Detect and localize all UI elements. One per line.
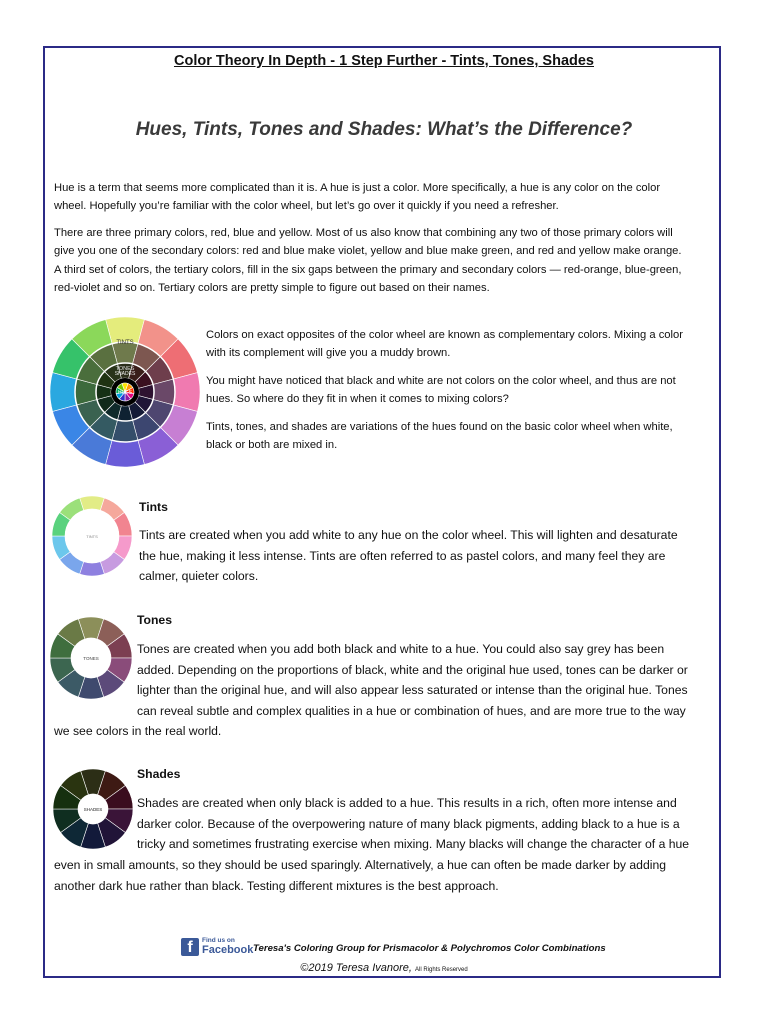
complementary-line: with its complement will give you a muddy brown. [206, 347, 451, 360]
document-title: Color Theory In Depth - 1 Step Further - Tints, Tones, Shades [173, 53, 594, 69]
tones-heading: Tones [137, 613, 172, 627]
tones-last-line: we see colors in the real world. [54, 724, 222, 738]
facebook-icon[interactable]: f [181, 938, 199, 956]
tints-line: Tints are created when you add white to any hue on the color wheel. This will lighten and desaturate [139, 528, 678, 542]
primary-line: There are three primary colors, red, blue and yellow. Most of us also know that combining any two of those primary colors will [54, 227, 673, 239]
tones-line: lighter than the original hue, and will also appear less saturated or intense than the original hue. Tones [137, 683, 688, 697]
shades-heading: Shades [137, 767, 181, 781]
primary-line: red-violet and so on. Tertiary colors are pretty simple to figure out based on their names. [54, 282, 490, 295]
tones-line: added. Depending on the proportions of black, white and the original hue used, tones can be darker or [137, 662, 688, 677]
shades-paragraph [137, 793, 689, 855]
variations-line: Tints, tones, and shades are variations of the hues found on the basic color wheel when white, [206, 421, 673, 433]
shades-wheel-label: SHADES [83, 807, 103, 812]
variations-line: black or both are mixed in. [206, 439, 338, 452]
tint-segment [80, 496, 105, 510]
tones-line: Tones are created when you add both black and white to a hue. You could also say grey has been [137, 642, 665, 656]
facebook-find-us[interactable]: Find us on [202, 937, 235, 944]
variations-paragraph [206, 418, 673, 455]
tints-wheel-label: TINTS [86, 534, 98, 539]
primary-line: A third set of colors, the tertiary colors, fill in the six gaps between the primary and secondary colors — red-orange, blue-green, [54, 263, 682, 276]
intro-line: Hue is a term that seems more complicated than it is. A hue is just a color. More specifically, a hue is any color on the color [54, 182, 661, 194]
wheel-label-hues: HUES [118, 390, 132, 396]
wheel-label-tints: TINTS [116, 340, 134, 346]
article-heading: Hues, Tints, Tones and Shades: What’s the Difference? [135, 119, 633, 140]
tones-paragraph [137, 639, 688, 721]
tint-segment [80, 562, 105, 576]
copyright [0, 962, 768, 974]
intro-line: wheel. Hopefully you’re familiar with the color wheel, but let’s go over it quickly if you need a refresher. [54, 200, 559, 213]
complementary-paragraph [206, 326, 683, 363]
intro-paragraph [54, 179, 660, 216]
tints-paragraph [139, 525, 678, 587]
black-white-paragraph [206, 372, 676, 409]
shades-line: darker color. Because of the overpowering nature of many black pigments, adding black to a hue is a [137, 816, 680, 831]
tints-heading: Tints [139, 500, 168, 514]
color-wheel-diagram [50, 315, 200, 470]
shades-line: Shades are created when only black is added to a hue. This results in a rich, often more intense and [137, 796, 677, 810]
tints-wheel [52, 494, 132, 578]
tones-wheel-label: TONES [83, 656, 99, 661]
tints-line: calmer, quieter colors. [139, 569, 259, 583]
wheel-label-shades: SHADES [114, 371, 136, 377]
shades-wheel [53, 768, 133, 850]
tones-line: can reveal subtle and complex qualities in a hue or combination of hues, and are more true to the way [137, 703, 686, 718]
primary-colors-paragraph [54, 224, 682, 298]
black-white-line: You might have noticed that black and white are not colors on the color wheel, and thus are not [206, 375, 676, 387]
shades-tail [54, 855, 666, 896]
shades-line: even in small amounts, so they should be used sparingly. Alternatively, a hue can often be made darker by adding [54, 858, 666, 872]
hue-segment [50, 373, 77, 412]
primary-line: give you one of the secondary colors: red and blue make violet, yellow and blue make green, and red and yellow make orange. [54, 245, 682, 258]
shades-line: tricky and sometimes frustrating exercise when mixing. Many blacks will change the character of a hue [137, 837, 690, 851]
tints-line: the hue, making it less intense. Tints are often referred to as pastel colors, and many feel they are [139, 548, 666, 563]
shades-line: another dark hue rather than black. Testing different mixtures is the best approach. [54, 878, 499, 893]
group-name: Teresa's Coloring Group for Prismacolor & Polychromos Color Combinations [253, 943, 606, 954]
black-white-line: hues. So where do they fit in when it comes to mixing colors? [206, 393, 509, 406]
facebook-link[interactable]: Facebook [202, 944, 254, 956]
wheel-label-tones: TONES [115, 366, 135, 372]
hue-segment [173, 373, 200, 412]
tones-wheel [50, 616, 132, 700]
rights-text: All Rights Reserved [415, 967, 468, 973]
complementary-line: Colors on exact opposites of the color wheel are known as complementary colors. Mixing a color [206, 329, 683, 341]
hue-segment [106, 440, 145, 467]
copyright-text: ©2019 Teresa Ivanore, [300, 962, 412, 974]
